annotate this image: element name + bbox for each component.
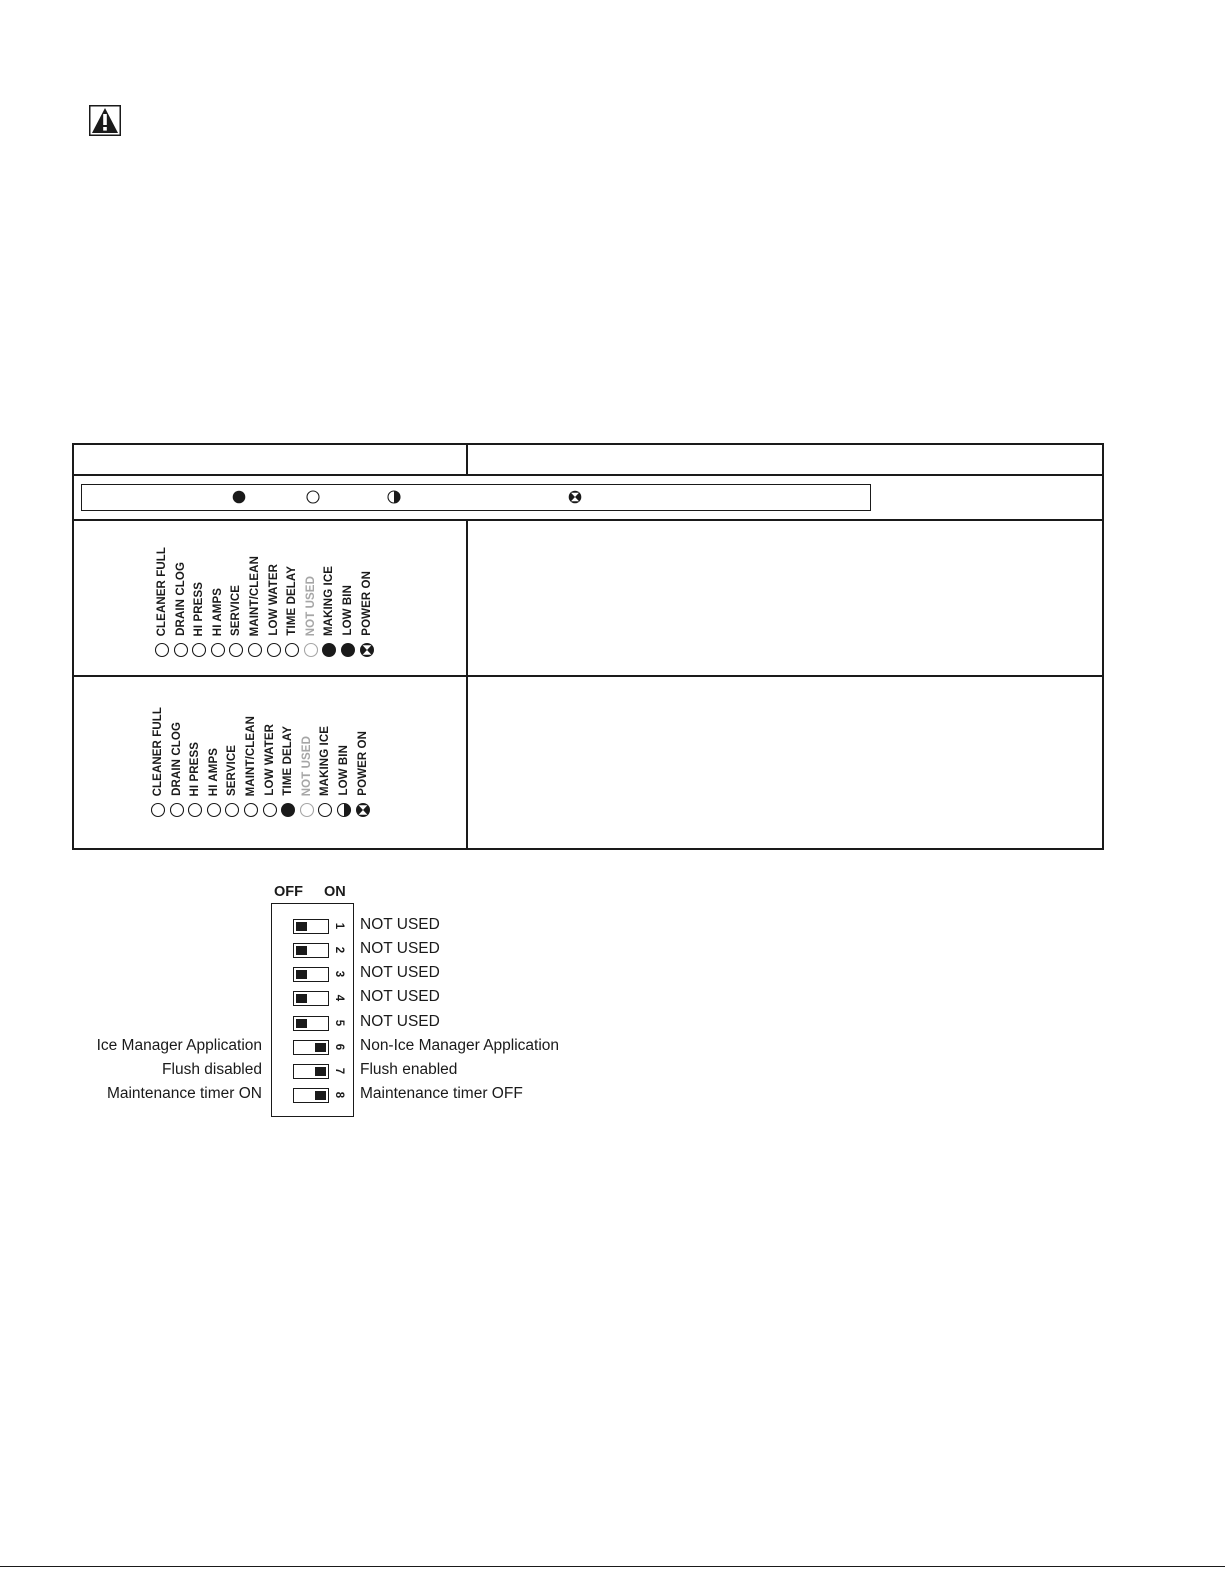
dip-on-header: ON (324, 884, 346, 900)
led-label: MAINT/CLEAN (245, 715, 257, 796)
led-label: LOW BIN (338, 745, 350, 796)
led-off-icon (210, 642, 226, 658)
led-indicator (153, 540, 171, 658)
dip-switch-3[interactable] (293, 967, 329, 982)
led-label: SERVICE (226, 745, 239, 796)
led-off-icon (169, 802, 185, 818)
led-label: POWER ON (360, 571, 373, 636)
dip-switch-number: 5 (333, 1019, 345, 1027)
led-indicator (354, 698, 372, 818)
dip-off-header: OFF (274, 884, 303, 900)
led-on-icon (321, 642, 337, 658)
dip-on-description: Maintenance timer OFF (360, 1085, 523, 1102)
led-off-icon (303, 642, 319, 658)
led-label: HI AMPS (207, 747, 220, 796)
led-label: SERVICE (230, 585, 243, 636)
dip-off-description: Ice Manager Application (96, 1037, 262, 1054)
led-on-icon (340, 642, 356, 658)
led-off-icon (206, 802, 222, 818)
dip-switch-knob (296, 946, 307, 955)
led-label: HI PRESS (193, 581, 206, 636)
dip-switch-number: 4 (333, 994, 345, 1002)
led-label: MAINT/CLEAN (249, 555, 261, 636)
led-indicator (242, 698, 260, 818)
led-indicator (358, 540, 376, 658)
dip-switch-knob (296, 994, 307, 1003)
dip-on-description: Non-Ice Manager Application (360, 1037, 560, 1054)
led-indicator (298, 698, 316, 818)
led-power-icon (355, 802, 371, 818)
dip-switch-knob (296, 922, 307, 931)
led-on-icon (232, 490, 246, 504)
led-panel-normal (153, 540, 383, 658)
led-indicator (223, 698, 241, 818)
led-label: NOT USED (300, 735, 313, 796)
led-flashing-icon (387, 490, 401, 504)
led-off-icon (187, 802, 203, 818)
led-indicator (190, 540, 208, 658)
page-bottom-rule (0, 1566, 1225, 1567)
dip-switch-8[interactable] (293, 1088, 329, 1103)
led-off-icon (228, 642, 244, 658)
led-off-icon (154, 642, 170, 658)
dip-switch-number: 1 (333, 922, 345, 930)
led-indicator (227, 540, 245, 658)
led-indicator (339, 540, 357, 658)
led-indicator (149, 698, 167, 818)
light-legend (81, 484, 871, 511)
table-header-divider (74, 474, 1102, 476)
dip-switch-number: 2 (333, 946, 345, 954)
dip-switch-1[interactable] (293, 919, 329, 934)
dip-on-description: NOT USED (360, 988, 440, 1005)
dip-switch-6[interactable] (293, 1040, 329, 1055)
led-indicator (265, 540, 283, 658)
led-label: NOT USED (304, 575, 317, 636)
led-off-icon (173, 642, 189, 658)
dip-off-description: Flush disabled (162, 1061, 262, 1078)
dip-switch-number: 7 (333, 1067, 345, 1075)
led-indicator (209, 540, 227, 658)
led-indicator (320, 540, 338, 658)
dip-switch-number: 8 (333, 1091, 345, 1099)
dip-switch-7[interactable] (293, 1064, 329, 1079)
dip-switch-knob (296, 970, 307, 979)
column-divider (466, 519, 468, 848)
dip-switch-block (271, 903, 354, 1117)
dip-on-description: NOT USED (360, 940, 440, 957)
header-column-divider (466, 445, 468, 474)
led-off-icon (262, 802, 278, 818)
led-label: CLEANER FULL (156, 546, 168, 636)
led-indicator (261, 698, 279, 818)
led-label: LOW BIN (342, 585, 354, 636)
dip-switch-5[interactable] (293, 1016, 329, 1031)
led-indicator (283, 540, 301, 658)
dip-switch-number: 6 (333, 1043, 345, 1051)
dip-on-description: Flush enabled (360, 1061, 458, 1078)
led-indicator (246, 540, 264, 658)
led-indicator (172, 540, 190, 658)
led-off-icon (306, 490, 320, 504)
dip-switch-knob (315, 1067, 326, 1076)
dip-on-description: NOT USED (360, 916, 440, 933)
led-off-icon (243, 802, 259, 818)
led-label: LOW WATER (267, 564, 280, 636)
led-label: TIME DELAY (286, 566, 299, 636)
led-off-icon (317, 802, 333, 818)
led-off-icon (266, 642, 282, 658)
dip-switch-knob (315, 1091, 326, 1100)
led-panel-time-delay (149, 698, 379, 818)
led-off-icon (191, 642, 207, 658)
led-power-icon (359, 642, 375, 658)
led-indicator (302, 540, 320, 658)
dip-switch-2[interactable] (293, 943, 329, 958)
dip-switch-knob (315, 1043, 326, 1052)
led-flashing-icon (336, 802, 352, 818)
row-divider (74, 675, 1102, 677)
led-label: LOW WATER (263, 724, 276, 796)
legend-row-divider (74, 519, 1102, 521)
led-label: POWER ON (356, 731, 369, 796)
led-on-icon (280, 802, 296, 818)
dip-on-description: NOT USED (360, 1013, 440, 1030)
dip-off-description: Maintenance timer ON (106, 1085, 262, 1102)
led-label: CLEANER FULL (152, 706, 164, 796)
led-indicator (279, 698, 297, 818)
led-label: HI PRESS (189, 741, 202, 796)
led-off-icon (299, 802, 315, 818)
led-off-icon (284, 642, 300, 658)
led-indicator (168, 698, 186, 818)
led-indicator (205, 698, 223, 818)
led-power-icon (568, 490, 582, 504)
led-label: MAKING ICE (319, 726, 332, 796)
led-off-icon (150, 802, 166, 818)
warning-triangle-icon (89, 105, 121, 136)
led-off-icon (224, 802, 240, 818)
dip-switch-4[interactable] (293, 991, 329, 1006)
dip-switch-number: 3 (333, 970, 345, 978)
led-label: DRAIN CLOG (174, 562, 187, 636)
led-indicator (335, 698, 353, 818)
led-indicator (316, 698, 334, 818)
led-indicator (186, 698, 204, 818)
led-label: MAKING ICE (323, 566, 336, 636)
dip-on-description: NOT USED (360, 964, 440, 981)
led-label: HI AMPS (211, 587, 224, 636)
led-label: TIME DELAY (282, 726, 295, 796)
led-off-icon (247, 642, 263, 658)
dip-switch-knob (296, 1019, 307, 1028)
led-label: DRAIN CLOG (170, 722, 183, 796)
